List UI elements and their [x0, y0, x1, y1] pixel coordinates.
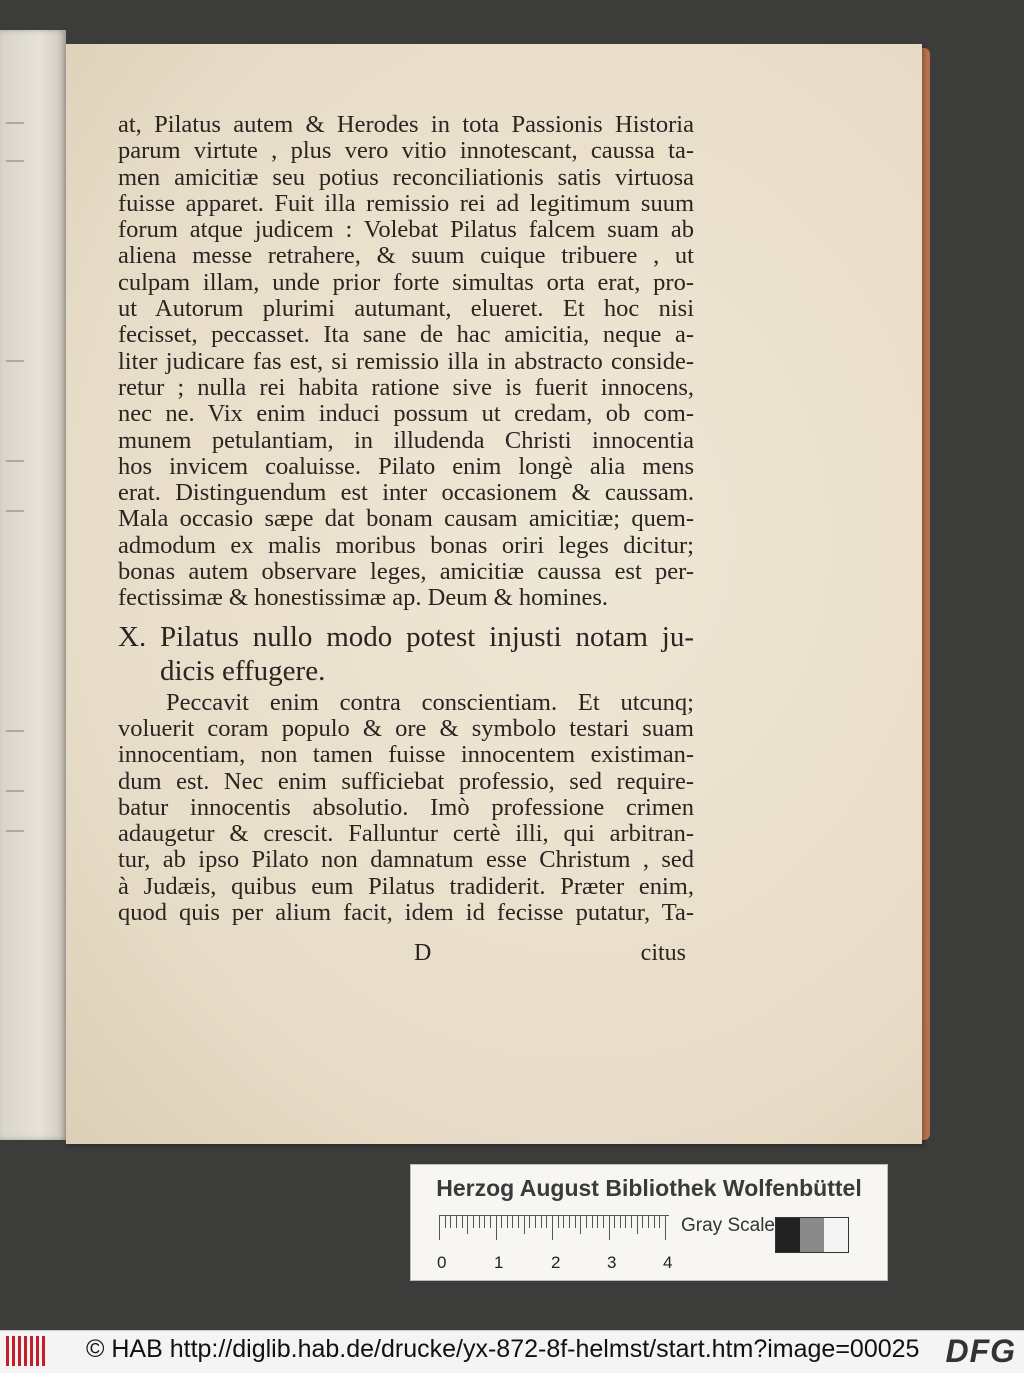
text-line: Peccavit enim contra conscientiam. Et utcunq;: [166, 689, 694, 716]
ruler-tick: [558, 1216, 559, 1228]
ruler-tick: [512, 1216, 513, 1228]
ruler-tick: [507, 1216, 508, 1228]
ghost-text-mark: [6, 830, 24, 832]
text-line: munem petulantiam, in illudenda Christi innocentia: [118, 427, 694, 454]
ghost-text-mark: [6, 790, 24, 792]
ruler-tick: [659, 1216, 660, 1228]
text-line: quod quis per alium facit, idem id fecisse putatur, Ta-: [118, 900, 694, 927]
ruler-tick: [620, 1216, 621, 1228]
ruler-scale: [439, 1215, 669, 1240]
ghost-text-mark: [6, 360, 24, 362]
text-line: bonas autem observare leges, amicitiæ caussa est per-: [118, 559, 694, 586]
ruler-tick: [580, 1216, 581, 1234]
section-heading-continuation: dicis effugere.: [160, 654, 326, 687]
catchword: citus: [640, 940, 686, 966]
color-reference-card: [410, 1164, 888, 1281]
ruler-tick: [479, 1216, 480, 1228]
bottom-bar: [0, 1330, 1024, 1373]
ruler-tick: [529, 1216, 530, 1228]
ruler-tick: [518, 1216, 519, 1228]
text-line: forum atque judicem : Volebat Pilatus falcem suam ab: [118, 217, 694, 244]
ruler-tick: [586, 1216, 587, 1228]
text-line: ut Autorum plurimi autumant, elueret. Et hoc nisi: [118, 296, 694, 323]
copyright-url[interactable]: © HAB http://diglib.hab.de/drucke/yx-872-8f-helmst/start.htm?image=00025: [86, 1335, 920, 1363]
ruler-number: 0: [437, 1253, 447, 1272]
ruler-tick: [445, 1216, 446, 1228]
adjacent-page-edge: [0, 30, 66, 1140]
text-line: aliena messe retrahere, & suum cuique tribuere , ut: [118, 243, 694, 270]
ruler-tick: [467, 1216, 468, 1234]
ruler-tick: [603, 1216, 604, 1228]
gray-scale-label: Gray Scale: [681, 1215, 775, 1236]
text-line: fectissimæ & honestissimæ ap. Deum & homines.: [118, 585, 608, 612]
ruler-tick: [535, 1216, 536, 1228]
ghost-text-mark: [6, 730, 24, 732]
gray-swatch: [824, 1218, 848, 1252]
text-line: dum est. Nec enim sufficiebat professio, sed require-: [118, 768, 694, 795]
ruler-tick: [456, 1216, 457, 1228]
barcode-icon: [6, 1336, 46, 1366]
ruler-tick: [546, 1216, 547, 1228]
ruler-tick: [501, 1216, 502, 1228]
text-line: retur ; nulla rei habita ratione sive is fuerit innocens,: [118, 374, 694, 401]
ghost-text-mark: [6, 160, 24, 162]
ruler-number: 4: [663, 1253, 673, 1272]
ruler-tick: [563, 1216, 564, 1228]
ruler-tick: [569, 1216, 570, 1228]
text-line: nec ne. Vix enim induci possum ut credam, ob com-: [118, 401, 694, 428]
text-line: parum virtute , plus vero vitio innotescant, caussa ta-: [118, 138, 694, 165]
ruler-tick: [450, 1216, 451, 1228]
ruler-tick: [665, 1216, 666, 1240]
ruler-tick: [575, 1216, 576, 1228]
dfg-logo: DFG: [945, 1333, 1016, 1369]
ruler-tick: [654, 1216, 655, 1228]
ruler-tick: [609, 1216, 610, 1240]
gray-swatch: [776, 1218, 800, 1252]
ruler-tick: [614, 1216, 615, 1228]
ghost-text-mark: [6, 460, 24, 462]
text-line: fuisse apparet. Fuit illa remissio rei ad legitimum suum: [118, 190, 694, 217]
ruler-tick: [625, 1216, 626, 1228]
ruler-tick: [524, 1216, 525, 1234]
ruler-tick: [552, 1216, 553, 1240]
text-line: tur, ab ipso Pilato non damnatum esse Christum , sed: [118, 847, 694, 874]
page-text: [118, 112, 694, 926]
signature-mark: D: [414, 940, 432, 966]
ruler-tick: [473, 1216, 474, 1228]
page-footer: [118, 940, 686, 968]
ruler-tick: [490, 1216, 491, 1228]
gray-swatch: [800, 1218, 824, 1252]
ruler-number: 1: [494, 1253, 504, 1272]
ruler-tick: [496, 1216, 497, 1240]
text-line: fecisset, peccasset. Ita sane de hac amicitia, neque a-: [118, 322, 694, 349]
library-name: Herzog August Bibliothek Wolfenbüttel: [436, 1175, 862, 1201]
ruler-tick: [597, 1216, 598, 1228]
text-line: liter judicare fas est, si remissio illa in abstracto conside-: [118, 348, 694, 375]
text-line: innocentiam, non tamen fuisse innocentem existiman-: [118, 742, 694, 769]
ruler-number: 2: [551, 1253, 561, 1272]
gray-scale-swatches: [775, 1217, 849, 1253]
ruler-tick: [462, 1216, 463, 1228]
ruler-tick: [439, 1216, 440, 1240]
ruler-tick: [642, 1216, 643, 1228]
ruler-number: 3: [607, 1253, 617, 1272]
text-line: voluerit coram populo & ore & symbolo testari suam: [118, 715, 694, 742]
text-line: à Judæis, quibus eum Pilatus tradiderit. Præter enim,: [118, 873, 694, 900]
text-line: men amicitiæ seu potius reconciliationis satis virtuosa: [118, 164, 694, 191]
section-heading: X. Pilatus nullo modo potest injusti notam ju-: [118, 620, 694, 653]
ruler-tick: [637, 1216, 638, 1234]
text-line: culpam illam, unde prior forte simultas orta erat, pro-: [118, 269, 694, 296]
ruler-tick: [648, 1216, 649, 1228]
text-line: batur innocentis absolutio. Imò professione crimen: [118, 794, 694, 821]
ruler-tick: [631, 1216, 632, 1228]
text-line: erat. Distinguendum est inter occasionem & caussam.: [118, 480, 694, 507]
text-line: at, Pilatus autem & Herodes in tota Passionis Historia: [118, 112, 694, 138]
text-line: hos invicem coaluisse. Pilato enim longè alia mens: [118, 453, 694, 480]
ruler-tick: [484, 1216, 485, 1228]
ghost-text-mark: [6, 510, 24, 512]
text-line: admodum ex malis moribus bonas oriri leges dicitur;: [118, 532, 694, 559]
ruler-tick: [592, 1216, 593, 1228]
text-line: Mala occasio sæpe dat bonam causam amicitiæ; quem-: [118, 506, 694, 533]
text-line: adaugetur & crescit. Falluntur certè illi, qui arbitran-: [118, 821, 694, 848]
ghost-text-mark: [6, 122, 24, 124]
ruler-tick: [541, 1216, 542, 1228]
